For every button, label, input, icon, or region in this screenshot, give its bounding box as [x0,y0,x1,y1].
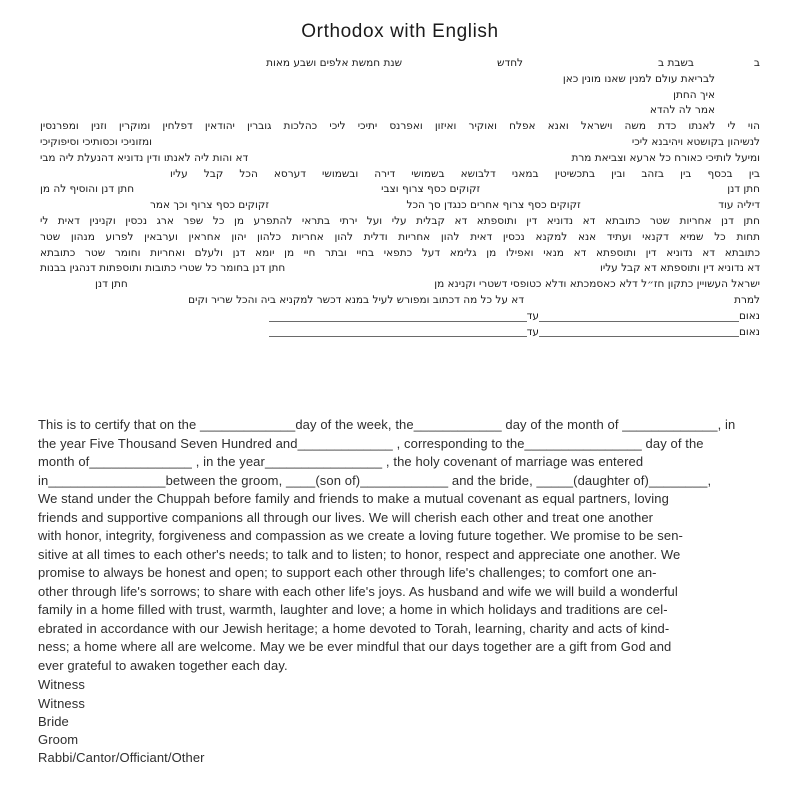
hebrew-line [40,325,760,341]
signature-blank-line [539,320,739,322]
hebrew-line [40,261,760,277]
hebrew-text-segment: חתן דנן [727,183,760,196]
hebrew-line [40,135,760,151]
english-text-block [38,416,762,767]
english-text-line: month of______________ , in the year________________ , the holy covenant of marriage was entered [38,454,644,470]
hebrew-text-segment: דא על כל מה דכתוב ומפורש לעיל במנא דכשר למקניא ביה והכל שריר וקים [188,293,525,306]
english-text-line: We stand under the Chuppah before family and friends to make a mutual covenant as equal partners, loving [38,491,669,507]
hebrew-line [40,182,760,198]
signature-label: Bride [38,713,69,729]
hebrew-text-segment: לנשיהון בקושטא ויהיבנא ליכי [631,135,760,148]
hebrew-text-block [40,56,760,340]
hebrew-line: חתן דנן אחריות שטר כתובתא דא נדוניא דין ותוספתא דא קבלית עלי ועל ירתי בתראי להתפרע מן כל שפר ארג נכסין וקנינין דאית לי [40,214,760,227]
hebrew-line [40,56,760,72]
english-text-line: This is to certify that on the _____________day of the week, the____________ day of the month of _____________, in [38,417,736,433]
english-text-line: promise to always be honest and open; to support each other through life's challenges; to comfort one an- [38,565,657,581]
hebrew-text-segment: ב [753,57,760,69]
hebrew-text-segment: למרת [734,293,760,306]
signature-labels [38,676,762,767]
hebrew-line: לבריאת עולם למנין שאנו מונין כאן [562,72,715,85]
hebrew-line: בין בכסף בין בזהב ובין בתכשיטין במאני דלבושא בשמושי דירה ובשמושי דערסא הכל קבל עליו [170,167,760,180]
hebrew-line: איך החתן [673,88,715,101]
hebrew-text-segment: לחדש [497,57,524,69]
signature-label: Witness [38,695,85,711]
hebrew-line [40,151,760,167]
page-title: Orthodox with English [301,21,499,42]
signature-blank-line [269,320,527,322]
english-text-line: friends and supportive companions all through our lives. We will cherish each other and treat one another [38,509,654,525]
english-text-line: ever grateful to awaken together each day. [38,657,288,673]
hebrew-line: כתובתא דא נדוניא דין ותוספתא דא מנאי ואפילו מן גלימא דעל כתפאי בחיי ובתר חיי מן יומא דנן ולעלם ואחריות וחומר שטר כתובתא [40,246,760,259]
english-text-line: ness; a home where all are welcome. May we be ever mindful that our days together are a gift from God and [38,639,672,655]
signature-blank-line [269,335,527,337]
hebrew-text-segment: זקוקים כסף צרוף וכך אמר [150,199,270,212]
hebrew-line [40,198,760,214]
hebrew-line: תחות כל שמיא דקנאי ועתיד אנא למקנא נכסין דאית להון אחריות ודלית להון אחריות כלהון יהון אחראין וערבאין לפרוע מנהון שטר [40,230,760,243]
hebrew-text-segment: חתן דנן והוסיף לה מן [40,183,135,196]
hebrew-line [40,309,760,325]
hebrew-text-segment: בשבת ב [658,57,694,69]
signature-blank-line [539,335,739,337]
hebrew-text-segment: דיליה עוד [718,199,760,212]
english-text-line: with honor, integrity, forgiveness and compassion as we create a loving future together. We promise to be sen- [38,528,683,544]
hebrew-text-segment: חתן דנן בחומר כל שטרי כתובות ותוספתות דנהגין בבנות [40,262,286,275]
hebrew-text-segment: נאום [738,309,760,322]
english-text-line: sitive at all times to each other's needs; to talk and to listen; to honor, respect and appreciate one another. We [38,546,681,562]
english-text-line: the year Five Thousand Seven Hundred and_____________ , corresponding to the________________ day of the [38,435,704,451]
hebrew-text-segment: עד [526,309,539,322]
english-text-line: ebrated in accordance with our Jewish heritage; a home devoted to Torah, learning, charity and acts of kind- [38,620,670,636]
hebrew-line [40,277,760,293]
hebrew-text-segment: דא והות ליה לאנתו ודין נדוניא דהנעלת ליה מבי [40,151,249,164]
hebrew-text-segment: עד [526,325,539,338]
hebrew-text-segment: זקוקים כסף צרוף וצבי [381,183,481,196]
hebrew-text-segment: זקוקים כסף צרוף אחרים כנגדן סך הכל [406,199,581,212]
hebrew-text-segment: דא נדוניא דין ותוספתא דא קבל עליו [600,262,760,275]
english-text-line: family in a home filled with trust, warmth, laughter and love; a home in which holidays and traditions are cel- [38,602,668,618]
signature-label: Witness [38,677,85,693]
hebrew-line: הוי לי לאנתו כדת משה וישראל ואנא אפלח ואוקיר ואיזון ואפרנס יתיכי ליכי כהלכות גוברין יהודאין דפלחין ומוקרין וזנין ומפרנסין [40,120,760,133]
signature-label: Rabbi/Cantor/Officiant/Other [38,750,205,766]
english-text-line: other through life's sorrows; to share with each other life's joys. As husband and wife we will build a wonderful [38,583,678,599]
hebrew-text-segment: נאום [738,325,760,338]
hebrew-line [40,293,760,309]
hebrew-text-segment: ישראל העשויין כתקון חז״ל דלא כאסמכתא ודלא כטופסי דשטרי וקנינא מן [434,278,760,291]
hebrew-line: אמר לה להדא [649,104,715,117]
english-certification-paragraph [38,416,762,675]
hebrew-text-segment: שנת חמשת אלפים ושבע מאות [266,57,403,69]
hebrew-text-segment: ומיעל לותיכי כאורח כל ארעא וצביאת מרת [571,151,760,164]
hebrew-text-segment: חתן דנן [95,278,128,291]
hebrew-text-segment: ומזוניכי וכסותיכי וסיפוקיכי [40,135,152,148]
signature-label: Groom [38,731,79,747]
english-text-line: in________________between the groom, ____(son of)____________ and the bride, _____(daughter of)________, [38,472,712,488]
